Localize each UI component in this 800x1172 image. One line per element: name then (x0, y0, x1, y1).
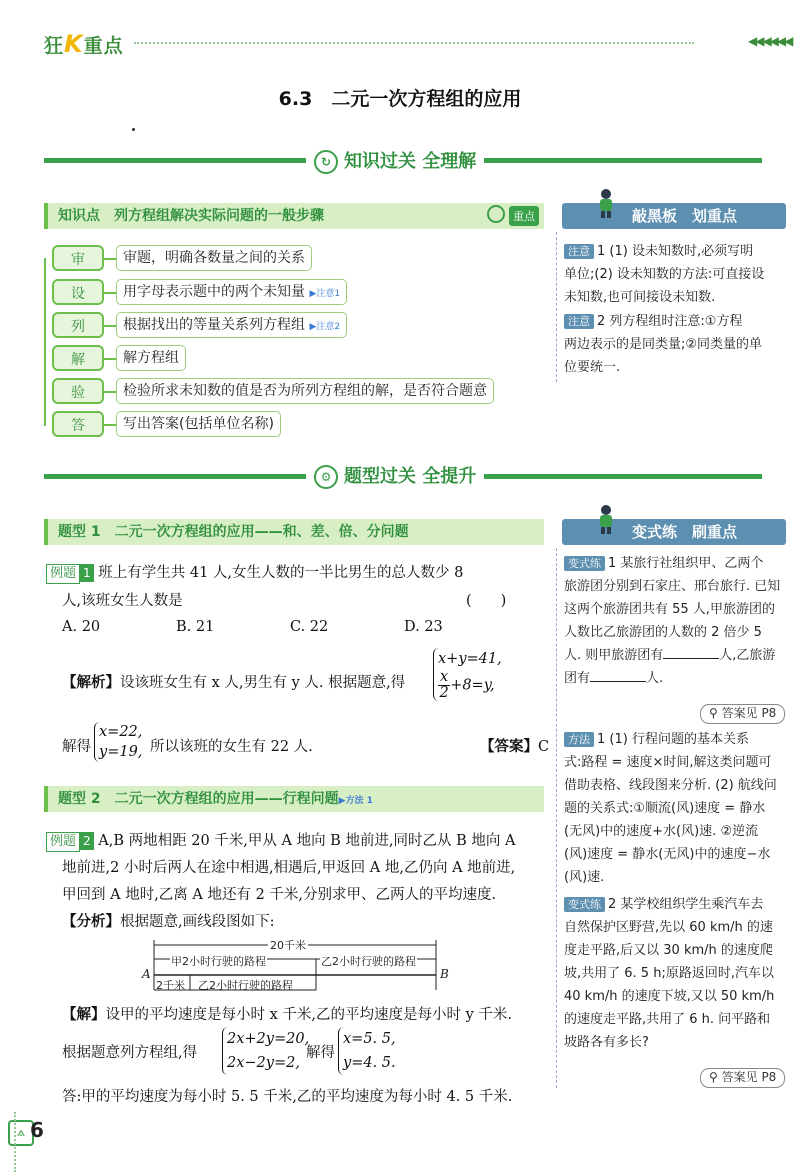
practice-tag: 变式练 (564, 556, 605, 571)
type1-bar: 题型 1 二元一次方程组的应用——和、差、倍、分问题 (44, 519, 544, 545)
answer-ref-button[interactable]: ⚲ 答案见 P8 (700, 1068, 785, 1088)
step-link (104, 258, 116, 260)
solution-system-2: x=5. 5, y=4. 5. (338, 1027, 396, 1075)
practice-2: 变式练 2 某学校组织学生乘汽车去 自然保护区野营,先以 60 km/h 的速 度走平路,后又以 30 km/h 的速度爬 坡,共用了 6. 5 h;原路返回时,汽车以 40 km/h 的速度下坡,又以 50 km/h 的速度走平路,共用了 6 h. 问平路和 坡路各有多长? (564, 897, 775, 1050)
equation-system-2: 2x+2y=20, 2x−2y=2, (222, 1027, 309, 1075)
brand-logo: 狂K重点 (44, 30, 124, 58)
step-desc: 根据找出的等量关系列方程组 ▶注意2 (116, 312, 347, 338)
note-ref-2: ▶注意2 (309, 322, 341, 332)
target-icon (487, 205, 505, 223)
sidebar-divider (556, 232, 557, 382)
step-desc: 审题，明确各数量之间的关系 (116, 245, 312, 271)
diagram-seg-jia: 甲2小时行驶的路程 (171, 955, 266, 968)
dot-mark (132, 128, 135, 131)
option-a: A. 20 (62, 619, 101, 635)
sidebar-divider (556, 548, 557, 1088)
conclusion: 答:甲的平均速度为每小时 5. 5 千米,乙的平均速度为每小时 4. 5 千米. (62, 1089, 513, 1105)
refresh-icon: ↻ (314, 150, 338, 174)
step-key: 列 (52, 312, 104, 338)
step-link (104, 325, 116, 327)
example-label: 例题 (46, 832, 80, 852)
steps-connector (44, 258, 46, 426)
equation-system-1: x+y=41, $\frac{x}{2}$ +8=y, (433, 648, 502, 701)
step-link (104, 358, 116, 360)
section-title-knowledge: ↻ 知识过关 全理解 (306, 147, 484, 174)
note-2: 注意 2 列方程组时注意:①方程 两边表示的是同类量;②同类量的单 位要统一. (564, 314, 763, 375)
step-key: 设 (52, 279, 104, 305)
sidebar-title-notes: 敲黑板 划重点 (562, 203, 786, 229)
diagram-point-a: A (142, 967, 151, 981)
pre-system: 根据题意列方程组,得 (62, 1045, 198, 1061)
practice-1: 变式练 1 某旅行社组织甲、乙两个 旅游团分别到石家庄、邢台旅行. 已知 这两个旅游团共有 55 人,甲旅游团的 人数比乙旅游团的人数的 2 倍少 5 人. 则甲旅游团有 人,乙旅游 团有 人. (564, 556, 781, 686)
gear-icon: ⚙ (314, 465, 338, 489)
solution-system-1: x=22, y=19, (94, 722, 142, 762)
example-1-line2: 人,该班女生人数是 (62, 593, 183, 609)
diagram-point-b: B (440, 967, 449, 981)
page-title: 6.3 二元一次方程组的应用 (278, 88, 522, 110)
step-desc: 写出答案(包括单位名称) (116, 411, 281, 437)
pin-icon: ⚲ (709, 1070, 718, 1084)
answer-blank[interactable] (663, 646, 719, 659)
step-desc: 检验所求未知数的值是否为所列方程组的解，是否符合题意 (116, 378, 494, 404)
fenxi-line: 【分析】根据题意,画线段图如下: (62, 914, 275, 930)
option-c: C. 22 (290, 619, 329, 635)
example-1: 例题 1 班上有学生共 41 人,女生人数的一半比男生的总人数少 8 (46, 560, 546, 587)
knowledge-bar (44, 203, 544, 229)
student-icon (594, 504, 618, 534)
sidebar-title-practice: 变式练 刷重点 (562, 519, 786, 545)
note-1: 注意 1 (1) 设未知数时,必须写明 单位;(2) 设未知数的方法:可直接设 未知数,也可间接设未知数. (564, 244, 765, 305)
example-label: 例题 (46, 564, 80, 584)
step-key: 验 (52, 378, 104, 404)
method-tag: 方法 (564, 732, 594, 747)
step-link (104, 292, 116, 294)
corner-decoration (0, 1112, 16, 1172)
diagram-seg-2km: 2千米 (156, 979, 185, 992)
example-2: 例题 2 A,B 两地相距 20 千米,甲从 A 地向 B 地前进,同时乙从 B 地向 A (46, 828, 546, 855)
step-link (104, 424, 116, 426)
example-2-line2: 地前进,2 小时后两人在途中相遇,相遇后,甲返回 A 地,乙仍向 A 地前进, (62, 860, 516, 876)
teacher-icon (594, 188, 618, 218)
diagram-total-label: 20千米 (270, 939, 306, 952)
compass-icon: ⟑ (8, 1120, 34, 1146)
answer-ref-button[interactable]: ⚲ 答案见 P8 (700, 704, 785, 724)
key-point-badge: 重点 (509, 206, 539, 226)
step-link (104, 391, 116, 393)
step-desc: 用字母表示题中的两个未知量 ▶注意1 (116, 279, 347, 305)
pin-icon: ⚲ (709, 706, 718, 720)
analysis-line: 【解析】设该班女生有 x 人,男生有 y 人. 根据题意,得 (62, 675, 406, 691)
note-tag: 注意 (564, 244, 594, 259)
method-ref: ▶方法 1 (338, 796, 373, 806)
knowledge-title: 知识点 列方程组解决实际问题的一般步骤 (58, 208, 324, 224)
method-1: 方法 1 (1) 行程问题的基本关系 式:路程 = 速度×时间,解这类问题可 借助表格、线段图来分析. (2) 航线问 题的关系式:①顺流(风)速度 = 静水 (无风)中的速度+水(风)速. ②逆流 (风)速度 = 静水(无风)中的速度−水 (风)速. (564, 732, 777, 885)
answer-blank[interactable] (590, 669, 646, 682)
answer: 【答案】C (480, 739, 550, 755)
example-number: 2 (80, 832, 94, 850)
diagram-seg-yi: 乙2小时行驶的路程 (321, 955, 416, 968)
type2-bar: 题型 2 二元一次方程组的应用——行程问题▶方法 1 (44, 786, 544, 812)
solve-pre: 解得 (62, 739, 91, 755)
step-key: 解 (52, 345, 104, 371)
answer-paren: ( ) (466, 593, 507, 609)
header-arrows-icon: ◀◀◀◀◀◀ (748, 34, 792, 48)
practice-tag: 变式练 (564, 897, 605, 912)
page-number: 6 (30, 1118, 44, 1142)
note-tag: 注意 (564, 314, 594, 329)
step-key: 答 (52, 411, 104, 437)
solve-post: 所以该班的女生有 22 人. (150, 739, 313, 755)
mid-text: 解得 (306, 1045, 335, 1061)
step-key: 审 (52, 245, 104, 271)
header-divider (134, 42, 694, 44)
example-number: 1 (80, 564, 94, 582)
option-b: B. 21 (176, 619, 215, 635)
step-desc: 解方程组 (116, 345, 186, 371)
diagram-seg-yi2: 乙2小时行驶的路程 (198, 979, 293, 992)
note-ref-1: ▶注意1 (309, 289, 341, 299)
jie-line: 【解】设甲的平均速度是每小时 x 千米,乙的平均速度是每小时 y 千米. (62, 1007, 513, 1023)
section-title-types: ⚙ 题型过关 全提升 (306, 462, 484, 489)
segment-diagram (140, 935, 450, 995)
option-d: D. 23 (404, 619, 443, 635)
example-2-line3: 甲回到 A 地时,乙离 A 地还有 2 千米,分别求甲、乙两人的平均速度. (62, 887, 497, 903)
